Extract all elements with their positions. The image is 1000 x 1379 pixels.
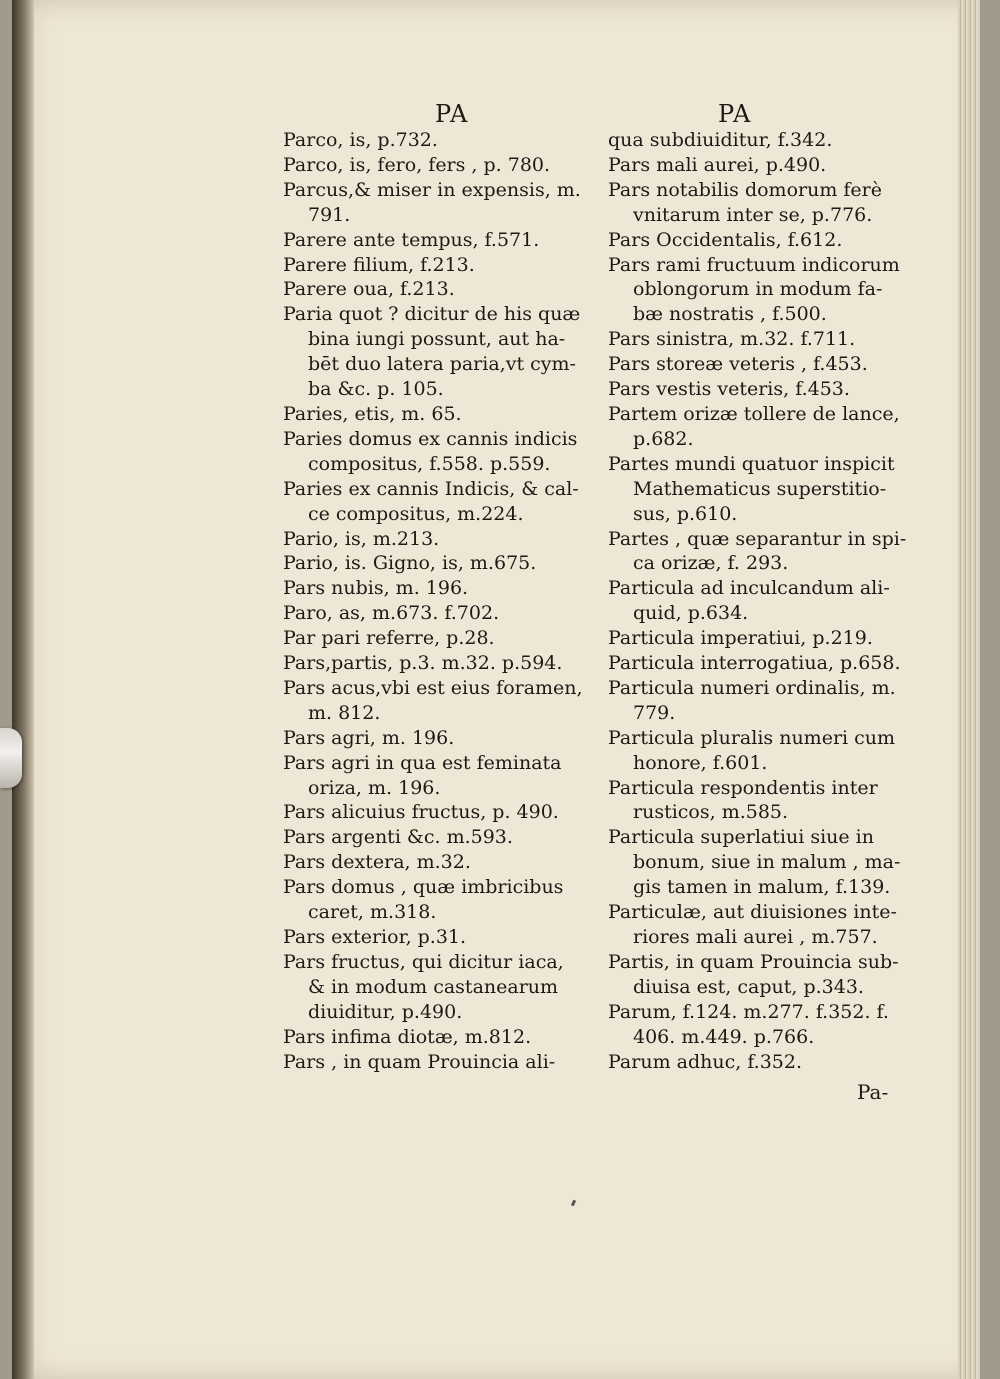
index-entry: Par pari referre, p.28. <box>283 627 495 650</box>
index-entry: Pars acus,vbi est eius foramen, m. 812. <box>283 676 583 724</box>
index-entry: Pars fructus, qui dicitur iaca, & in modum castanearum diuiditur, p.490. <box>283 950 564 1023</box>
index-entry: Particula pluralis numeri cum honore, f.601. <box>608 726 896 774</box>
index-entry: Pars infima diotæ, m.812. <box>283 1025 532 1048</box>
index-entry: Pars Occidentalis, f.612. <box>608 228 843 251</box>
index-entry: Partes mundi quatuor inspicit Mathematicus superstitio- sus, p.610. <box>608 452 895 525</box>
index-entry: Paro, as, m.673. f.702. <box>283 602 500 625</box>
right-column <box>608 128 906 1074</box>
page-edges <box>958 0 980 1379</box>
index-entry: Pars notabilis domorum ferè vnitarum inter se, p.776. <box>608 178 882 226</box>
index-entry: Parere oua, f.213. <box>283 278 455 301</box>
index-entry: Pars dextera, m.32. <box>283 851 471 874</box>
index-entry: Pars nubis, m. 196. <box>283 577 469 600</box>
index-entry: Pars argenti &c. m.593. <box>283 826 513 849</box>
index-entry: Pars agri in qua est feminata oriza, m. 196. <box>283 751 562 799</box>
index-entry: Parco, is, p.732. <box>283 129 438 151</box>
index-entry: Pars exterior, p.31. <box>283 926 467 948</box>
index-entry: Pars rami fructuum indicorum oblongorum in modum fa- bæ nostratis , f.500. <box>608 253 900 326</box>
index-entry: Parere filium, f.213. <box>283 253 475 276</box>
index-entry: Paria quot ? dicitur de his quæ bina iungi possunt, aut ha- bēt duo latera paria,vt cym- ba &c. p. 105. <box>283 303 581 401</box>
index-entry: Parco, is, fero, fers , p. 780. <box>283 153 551 176</box>
book-gutter <box>12 0 34 1379</box>
index-entry: Paries ex cannis Indicis, & cal- ce compositus, m.224. <box>283 477 579 525</box>
index-entry: Parcus,& miser in expensis, m. 791. <box>283 178 581 226</box>
index-entry: Particula superlatiui siue in bonum, siue in malum , ma- gis tamen in malum, f.139. <box>608 826 901 899</box>
index-entry: Pars mali aurei, p.490. <box>608 153 827 176</box>
index-entry: Pars,partis, p.3. m.32. p.594. <box>283 652 563 675</box>
index-entry: Parum adhuc, f.352. <box>608 1050 803 1073</box>
index-entry: Particula ad inculcandum ali- quid, p.634. <box>608 577 890 625</box>
page-clip <box>0 728 22 788</box>
index-entry: Partes , quæ separantur in spi- ca orizæ, f. 293. <box>608 527 907 575</box>
index-entry: Pario, is, m.213. <box>283 527 440 550</box>
left-column <box>283 128 595 1074</box>
index-entry: Particula numeri ordinalis, m. 779. <box>608 676 896 724</box>
index-entry: Paries domus ex cannis indicis compositus, f.558. p.559. <box>283 427 578 475</box>
index-entry: Pario, is. Gigno, is, m.675. <box>283 552 537 575</box>
index-entry: qua subdiuiditur, f.342. <box>608 129 833 151</box>
index-entry: Particula imperatiui, p.219. <box>608 627 873 650</box>
running-header-left: PA <box>435 100 469 128</box>
index-entry: Particula interrogatiua, p.658. <box>608 652 901 675</box>
index-entry: Pars vestis veteris, f.453. <box>608 378 850 401</box>
index-entry: Pars domus , quæ imbricibus caret, m.318. <box>283 876 564 924</box>
index-entry: Partem orizæ tollere de lance, p.682. <box>608 402 900 450</box>
catchword: Pa- <box>857 1080 889 1104</box>
index-entry: Parum, f.124. m.277. f.352. f. 406. m.449. p.766. <box>608 1000 889 1048</box>
index-entry: Paries, etis, m. 65. <box>283 402 462 425</box>
index-entry: Pars sinistra, m.32. f.711. <box>608 328 856 351</box>
index-entry: Pars storeæ veteris , f.453. <box>608 353 868 376</box>
index-entry: Partis, in quam Prouincia sub- diuisa est, caput, p.343. <box>608 950 899 998</box>
index-entry: Parere ante tempus, f.571. <box>283 228 540 251</box>
index-entry: Particulæ, aut diuisiones inte- riores mali aurei , m.757. <box>608 901 897 948</box>
index-entry: Pars , in quam Prouincia ali- <box>283 1050 556 1073</box>
running-header-right: PA <box>718 100 752 128</box>
index-entry: Pars agri, m. 196. <box>283 726 455 749</box>
index-entry: Pars alicuius fructus, p. 490. <box>283 801 559 824</box>
index-entry: Particula respondentis inter rusticos, m.585. <box>608 776 878 824</box>
